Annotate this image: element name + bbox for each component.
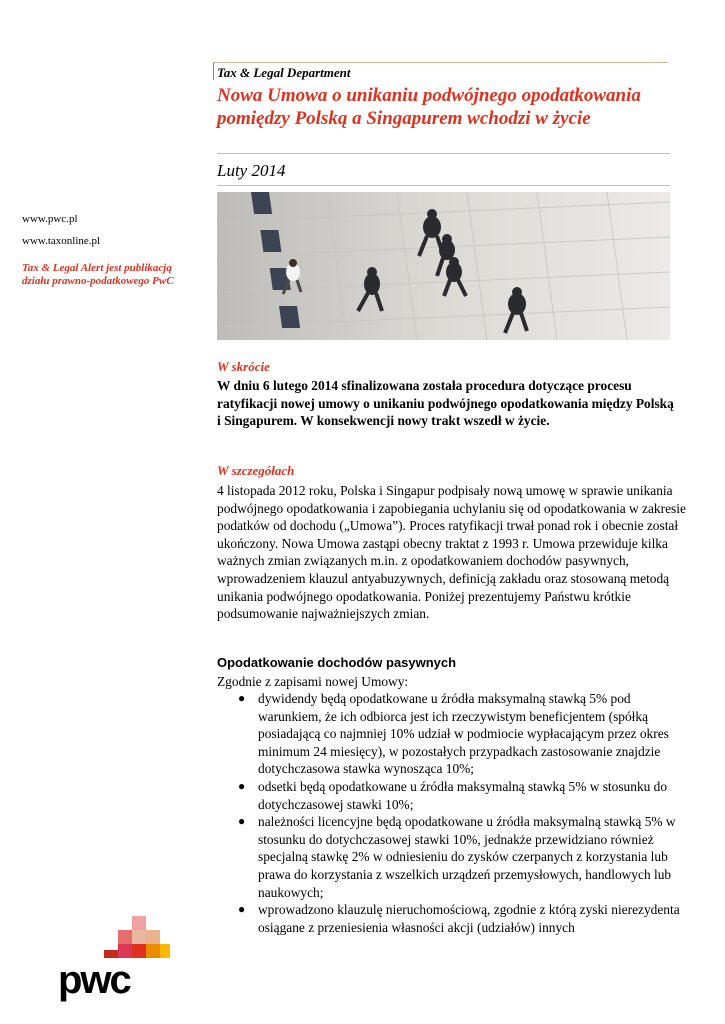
header-photo [217,192,670,340]
passive-intro: Zgodnie z zapisami nowej Umowy: [217,674,409,689]
section-heading-brief: W skrócie [217,359,270,374]
department-label: Tax & Legal Department [217,65,351,80]
details-text: 4 listopada 2012 roku, Polska i Singapur podpisały nową umowę w sprawie unikania podwójnego opodatkowania i zapobiegania uchylaniu się od opodatkowania w zakresie podatków od dochodu („Umowa”). Proces ratyfikacji trwał ponad rok i obecnie został ukończony. Nowa Umowa zastąpi obecny traktat z 1993 r. Umowa przewiduje kilka ważnych zmian związanych m.in. z opodatkowaniem dochodów pasywnych, wprowadzeniem klauzul antyabuzywnych, definicją zakładu oraz stosowaną metodą unikania podwójnego opodatkowania. Poniżej prezentujemy Państwu krótkie podsumowanie najważniejszych zmian. [217,483,686,622]
bullet-icon: ● [238,814,246,829]
date-rule [217,185,670,186]
sidebar-link-pwc[interactable]: www.pwc.pl [22,213,78,225]
page-title: Nowa Umowa o unikaniu podwójnego opodatkowania pomiędzy Polską a Singapurem wchodzi w życie [217,85,641,129]
publication-date: Luty 2014 [217,161,286,180]
list-item: ● wprowadzono klauzulę nieruchomościową, zgodnie z którą zyski nierezydenta osiągane z przeniesienia własności akcji (udziałów) innych [238,902,680,935]
list-item: ● odsetki będą opodatkowane u źródła maksymalną stawką 5% w stosunku do dotychczasowej stawki 10%; [238,778,668,812]
title-rule [217,153,670,154]
pwc-logo-text: pwc [58,958,130,1002]
list-item: ● dywidendy będą opodatkowane u źródła maksymalną stawką 5% pod warunkiem, że ich odbiorca jest ich rzeczywistym beneficjentem (spółką posiadającą co najmniej 10% udział w podmiocie wypłacającym przez okres minimum 24 miesięcy), w pozostałych przypadkach zastosowanie znajdzie dotychczasowa stawka wynosząca 10%; [238,691,669,777]
passive-bullet-list [238,690,688,936]
header-left-rule [213,62,214,80]
bullet-icon: ● [238,691,246,705]
sidebar-alert-note: Tax & Legal Alert jest publikacją działu prawno-podatkowego PwC [22,262,174,287]
section-heading-details: W szczegółach [217,463,295,478]
brief-text: W dniu 6 lutego 2014 sfinalizowana została procedura dotyczące procesu ratyfikacji nowej umowy o unikaniu podwójnego opodatkowania między Polską i Singapurem. W konsekwencji nowy trakt wszedł w życie. [217,378,674,428]
sidebar-link-taxonline[interactable]: www.taxonline.pl [22,235,101,247]
header-top-rule [213,62,668,63]
bullet-icon: ● [238,778,246,793]
subsection-heading-passive-income: Opodatkowanie dochodów pasywnych [217,655,457,670]
list-item: ● należności licencyjne będą opodatkowane u źródła maksymalną stawką 5% w stosunku do dotychczasowej stawki 10%, jednakże przewidziano również specjalną stawkę 2% w odniesieniu do zysków czerpanych z korzystania lub prawa do korzystania z wszelkich urządzeń przemysłowych, handlowych lub naukowych; [238,814,676,900]
bullet-icon: ● [238,902,246,917]
